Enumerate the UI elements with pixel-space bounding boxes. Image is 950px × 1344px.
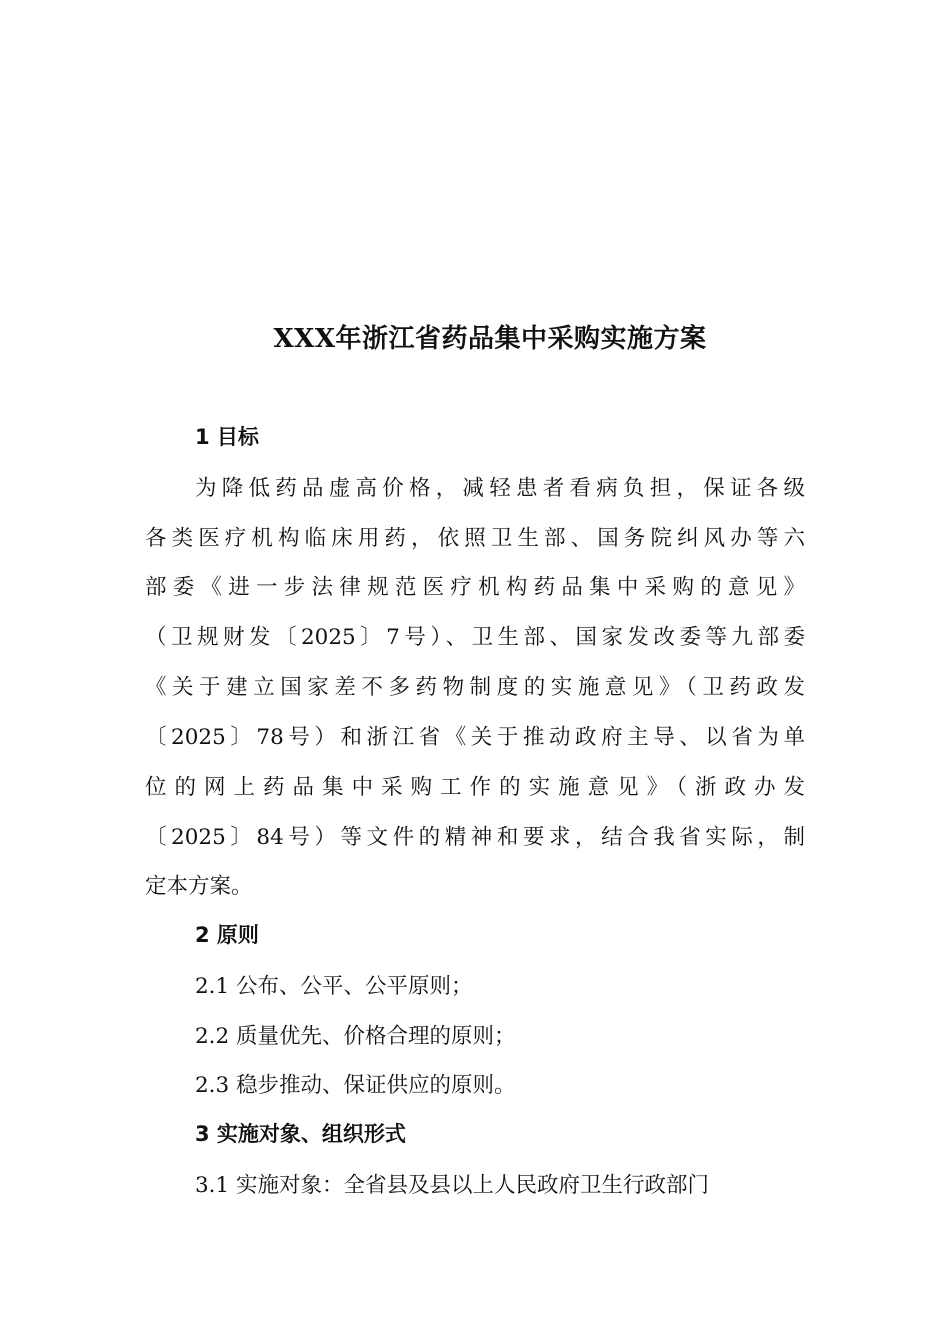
list-item: 2.1 公布、公平、公平原则；: [195, 974, 473, 999]
paragraph-line: 为降低药品虚高价格，减轻患者看病负担，保证各级: [195, 476, 805, 501]
paragraph-line: 各类医疗机构临床用药，依照卫生部、国务院纠风办等六: [145, 526, 805, 551]
list-item: 2.2 质量优先、价格合理的原则；: [195, 1024, 516, 1049]
section-2-heading: 2 原则: [195, 923, 259, 947]
paragraph-line: 〔2025〕78号）和浙江省《关于推动政府主导、以省为单: [145, 725, 805, 750]
paragraph-line: 部委《进一步法律规范医疗机构药品集中采购的意见》: [145, 575, 805, 600]
paragraph-line: 《关于建立国家差不多药物制度的实施意见》（卫药政发: [145, 675, 805, 700]
document-title: XXX年浙江省药品集中采购实施方案: [273, 324, 707, 354]
list-item: 3.1 实施对象：全省县及县以上人民政府卫生行政部门: [195, 1173, 710, 1198]
section-3-heading: 3 实施对象、组织形式: [195, 1122, 406, 1146]
paragraph-line: （卫规财发〔2025〕7号）、卫生部、国家发改委等九部委: [145, 625, 805, 650]
section-1-heading: 1 目标: [195, 425, 259, 449]
paragraph-line: 〔2025〕84号）等文件的精神和要求，结合我省实际，制: [145, 825, 805, 850]
paragraph-line: 定本方案。: [145, 874, 253, 899]
list-item: 2.3 稳步推动、保证供应的原则。: [195, 1073, 516, 1098]
paragraph-line: 位的网上药品集中采购工作的实施意见》（浙政办发: [145, 775, 805, 800]
